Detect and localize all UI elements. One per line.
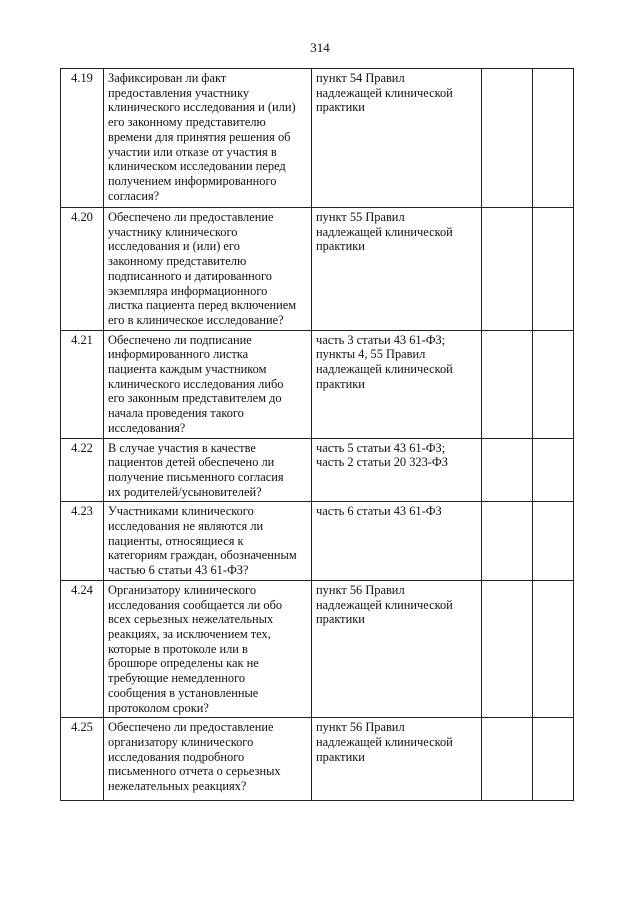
requirement-question: В случае участия в качестве пациентов детей обеспечено ли получение письменного согласия их родителей/усыновителей? [108,440,284,499]
requirement-question: Обеспечено ли подписание информированного листка пациента каждым участником клинического исследования либо его законным представителем до начала проведения такого исследования? [108,332,284,435]
answer-cell [482,330,533,438]
answer-cell [482,502,533,581]
item-number: 4.25 [61,718,104,801]
requirement-question: Обеспечено ли предоставление участнику клинического исследования и (или) его законному представителю подписанного и датированного экземпляра информационного листка пациента перед включением его в клиническое исследование? [108,210,297,327]
table-row [61,502,574,581]
legal-reference: пункт 55 Правил надлежащей клинической практики [316,210,453,254]
table-row [61,438,574,502]
item-number: 4.24 [61,580,104,717]
legal-reference: пункт 56 Правил надлежащей клинической практики [316,720,453,764]
legal-reference: пункт 54 Правил надлежащей клинической практики [316,71,453,115]
note-cell [533,718,574,801]
table-row [61,580,574,717]
legal-reference: часть 6 статьи 43 61-ФЗ [316,504,442,519]
answer-cell [482,718,533,801]
item-number: 4.21 [61,330,104,438]
page-number: 314 [310,40,330,55]
note-cell [533,208,574,331]
item-number: 4.22 [61,438,104,502]
requirement-question: Организатору клинического исследования сообщается ли обо всех серьезных нежелательных реакциях, за исключением тех, которые в протоколе или в брошюре определены как не требующие немедленного сообщения в установленные протоколом сроки? [108,582,283,715]
answer-cell [482,208,533,331]
legal-reference: пункт 56 Правил надлежащей клинической практики [316,582,453,627]
requirement-question: Обеспечено ли предоставление организатору клинического исследования подробного письменного отчета о серьезных нежелательных реакциях? [108,720,281,794]
item-number: 4.23 [61,502,104,581]
requirement-question: Участниками клинического исследования не являются ли пациенты, относящиеся к категориям граждан, обозначенным частью 6 статьи 43 61-ФЗ? [108,504,297,578]
requirement-question: Зафиксирован ли факт предоставления участнику клинического исследования и (или) его законному представителю времени для принятия решения об участии или отказе от участия в клиническом исследовании перед получением информированного согласия? [108,71,296,203]
checklist-table [60,68,574,801]
legal-reference: часть 5 статьи 43 61-ФЗ; часть 2 статьи 20 323-ФЗ [316,440,448,470]
table-row [61,330,574,438]
note-cell [533,69,574,208]
note-cell [533,438,574,502]
answer-cell [482,438,533,502]
note-cell [533,330,574,438]
note-cell [533,502,574,581]
table-row [61,718,574,801]
table-row [61,69,574,208]
item-number: 4.19 [61,69,104,208]
note-cell [533,580,574,717]
answer-cell [482,580,533,717]
item-number: 4.20 [61,208,104,331]
answer-cell [482,69,533,208]
table-row [61,208,574,331]
legal-reference: часть 3 статьи 43 61-ФЗ; пункты 4, 55 Правил надлежащей клинической практики [316,332,453,391]
